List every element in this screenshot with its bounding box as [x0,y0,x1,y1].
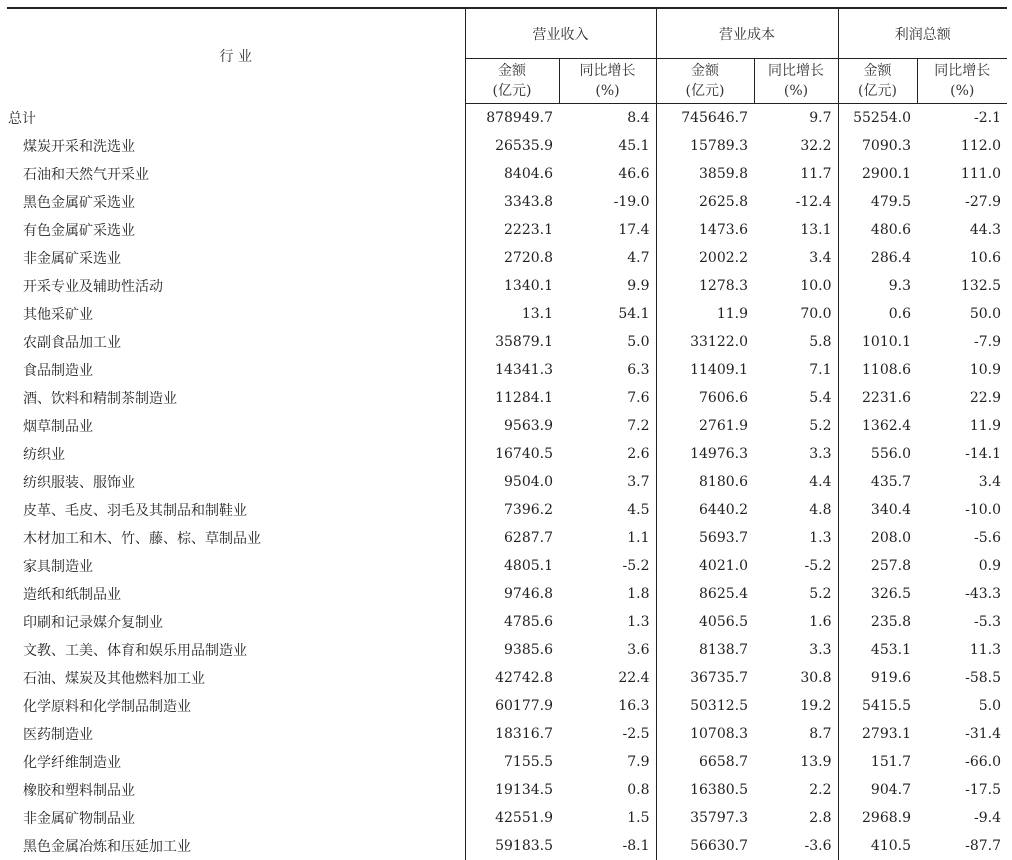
table-row [7,440,1007,468]
profit-amount-cell: 556.0 [838,440,917,468]
profit-amount-cell: 2793.1 [838,720,917,748]
table-row [7,272,1007,300]
industry-name: 医药制造业 [7,720,465,748]
industry-name: 黑色金属冶炼和压延加工业 [7,832,465,860]
revenue-growth-cell: 2.6 [559,440,656,468]
profit-growth-cell: -58.5 [917,664,1007,692]
profit-amount-cell: 2900.1 [838,160,917,188]
profit-growth-cell: -5.3 [917,608,1007,636]
cost-growth-cell: 5.2 [754,580,838,608]
profit-growth-cell: -7.9 [917,328,1007,356]
header-profit: 利润总额 [838,8,1007,59]
table-row [7,132,1007,160]
cost-amount-cell: 35797.3 [656,804,754,832]
table-row [7,468,1007,496]
cost-growth-cell: 2.2 [754,776,838,804]
table-row [7,244,1007,272]
industry-name: 纺织服装、服饰业 [7,468,465,496]
revenue-amount-cell: 26535.9 [465,132,559,160]
header-revenue: 营业收入 [465,8,656,59]
revenue-growth-cell: 3.7 [559,468,656,496]
industry-name: 其他采矿业 [7,300,465,328]
profit-growth-cell: -27.9 [917,188,1007,216]
revenue-growth-cell: 17.4 [559,216,656,244]
table-row [7,356,1007,384]
profit-amount-cell: 286.4 [838,244,917,272]
profit-amount-cell: 257.8 [838,552,917,580]
cost-growth-cell: 2.8 [754,804,838,832]
revenue-growth-cell: 7.9 [559,748,656,776]
revenue-growth-cell: -2.5 [559,720,656,748]
table-row [7,160,1007,188]
industry-name: 皮革、毛皮、羽毛及其制品和制鞋业 [7,496,465,524]
profit-amount-cell: 479.5 [838,188,917,216]
header-cost-amount: 金额 (亿元) [656,59,754,104]
cost-growth-cell: 9.7 [754,104,838,133]
profit-growth-cell: 10.9 [917,356,1007,384]
industry-name: 木材加工和木、竹、藤、棕、草制品业 [7,524,465,552]
cost-growth-cell: 1.6 [754,608,838,636]
revenue-growth-cell: 4.7 [559,244,656,272]
profit-amount-cell: 1362.4 [838,412,917,440]
revenue-amount-cell: 9746.8 [465,580,559,608]
revenue-growth-cell: 1.3 [559,608,656,636]
industry-name: 煤炭开采和洗选业 [7,132,465,160]
profit-amount-cell: 435.7 [838,468,917,496]
cost-amount-cell: 33122.0 [656,328,754,356]
profit-growth-cell: 3.4 [917,468,1007,496]
profit-growth-cell: 5.0 [917,692,1007,720]
revenue-growth-cell: 5.0 [559,328,656,356]
revenue-amount-cell: 9563.9 [465,412,559,440]
table-row [7,216,1007,244]
cost-growth-cell: 11.7 [754,160,838,188]
header-industry: 行 业 [7,8,465,104]
revenue-growth-cell: 1.1 [559,524,656,552]
industry-name: 总计 [7,104,465,133]
cost-amount-cell: 50312.5 [656,692,754,720]
revenue-growth-cell: 9.9 [559,272,656,300]
profit-amount-cell: 5415.5 [838,692,917,720]
table-row [7,188,1007,216]
revenue-amount-cell: 16740.5 [465,440,559,468]
industry-name: 非金属矿物制品业 [7,804,465,832]
revenue-growth-cell: 8.4 [559,104,656,133]
cost-amount-cell: 8625.4 [656,580,754,608]
table-row [7,748,1007,776]
industry-name: 文教、工美、体育和娱乐用品制造业 [7,636,465,664]
revenue-growth-cell: 7.2 [559,412,656,440]
cost-amount-cell: 5693.7 [656,524,754,552]
profit-growth-cell: -43.3 [917,580,1007,608]
table-row [7,804,1007,832]
industry-name: 化学原料和化学制品制造业 [7,692,465,720]
profit-amount-cell: 326.5 [838,580,917,608]
profit-amount-cell: 410.5 [838,832,917,860]
profit-growth-cell: 44.3 [917,216,1007,244]
industry-name: 非金属矿采选业 [7,244,465,272]
cost-growth-cell: -3.6 [754,832,838,860]
profit-amount-cell: 480.6 [838,216,917,244]
revenue-growth-cell: 45.1 [559,132,656,160]
revenue-amount-cell: 19134.5 [465,776,559,804]
industry-name: 印刷和记录媒介复制业 [7,608,465,636]
revenue-growth-cell: 22.4 [559,664,656,692]
cost-growth-cell: 8.7 [754,720,838,748]
header-revenue-amount: 金额 (亿元) [465,59,559,104]
cost-amount-cell: 11409.1 [656,356,754,384]
revenue-amount-cell: 9504.0 [465,468,559,496]
revenue-amount-cell: 2223.1 [465,216,559,244]
profit-amount-cell: 453.1 [838,636,917,664]
revenue-growth-cell: 7.6 [559,384,656,412]
revenue-amount-cell: 42742.8 [465,664,559,692]
cost-amount-cell: 16380.5 [656,776,754,804]
industry-name: 酒、饮料和精制茶制造业 [7,384,465,412]
cost-growth-cell: 5.8 [754,328,838,356]
cost-growth-cell: 3.4 [754,244,838,272]
profit-amount-cell: 1108.6 [838,356,917,384]
header-profit-amount: 金额 (亿元) [838,59,917,104]
cost-growth-cell: -12.4 [754,188,838,216]
profit-amount-cell: 1010.1 [838,328,917,356]
cost-amount-cell: 36735.7 [656,664,754,692]
revenue-amount-cell: 42551.9 [465,804,559,832]
profit-growth-cell: 112.0 [917,132,1007,160]
revenue-growth-cell: 0.8 [559,776,656,804]
revenue-growth-cell: 3.6 [559,636,656,664]
profit-amount-cell: 235.8 [838,608,917,636]
profit-amount-cell: 0.6 [838,300,917,328]
cost-amount-cell: 6658.7 [656,748,754,776]
profit-growth-cell: 10.6 [917,244,1007,272]
revenue-amount-cell: 11284.1 [465,384,559,412]
profit-growth-cell: 22.9 [917,384,1007,412]
cost-amount-cell: 4056.5 [656,608,754,636]
table-row [7,300,1007,328]
cost-amount-cell: 745646.7 [656,104,754,133]
profit-growth-cell: 111.0 [917,160,1007,188]
header-cost-growth: 同比增长 (%) [754,59,838,104]
revenue-growth-cell: -5.2 [559,552,656,580]
revenue-growth-cell: 16.3 [559,692,656,720]
industry-name: 橡胶和塑料制品业 [7,776,465,804]
cost-growth-cell: 5.2 [754,412,838,440]
profit-amount-cell: 340.4 [838,496,917,524]
revenue-growth-cell: 1.5 [559,804,656,832]
profit-amount-cell: 208.0 [838,524,917,552]
table-row [7,384,1007,412]
profit-growth-cell: 132.5 [917,272,1007,300]
header-cost: 营业成本 [656,8,838,59]
profit-growth-cell: -14.1 [917,440,1007,468]
revenue-amount-cell: 2720.8 [465,244,559,272]
revenue-growth-cell: 1.8 [559,580,656,608]
profit-growth-cell: -10.0 [917,496,1007,524]
cost-growth-cell: 3.3 [754,440,838,468]
profit-growth-cell: 11.9 [917,412,1007,440]
revenue-growth-cell: 46.6 [559,160,656,188]
industry-name: 纺织业 [7,440,465,468]
table-body [7,104,1007,860]
cost-amount-cell: 2002.2 [656,244,754,272]
table-row [7,552,1007,580]
cost-growth-cell: 3.3 [754,636,838,664]
cost-amount-cell: 8138.7 [656,636,754,664]
cost-growth-cell: 4.8 [754,496,838,524]
cost-amount-cell: 8180.6 [656,468,754,496]
industry-name: 家具制造业 [7,552,465,580]
revenue-amount-cell: 6287.7 [465,524,559,552]
profit-amount-cell: 55254.0 [838,104,917,133]
cost-amount-cell: 14976.3 [656,440,754,468]
revenue-amount-cell: 35879.1 [465,328,559,356]
table-row [7,608,1007,636]
revenue-amount-cell: 7396.2 [465,496,559,524]
table-row [7,496,1007,524]
header-revenue-growth: 同比增长 (%) [559,59,656,104]
revenue-amount-cell: 4785.6 [465,608,559,636]
profit-amount-cell: 2231.6 [838,384,917,412]
revenue-amount-cell: 3343.8 [465,188,559,216]
industry-statistics-table [7,7,1007,860]
profit-amount-cell: 7090.3 [838,132,917,160]
cost-amount-cell: 6440.2 [656,496,754,524]
header-profit-growth: 同比增长 (%) [917,59,1007,104]
revenue-amount-cell: 9385.6 [465,636,559,664]
profit-growth-cell: -87.7 [917,832,1007,860]
cost-growth-cell: 19.2 [754,692,838,720]
profit-growth-cell: 0.9 [917,552,1007,580]
cost-growth-cell: 4.4 [754,468,838,496]
revenue-growth-cell: 6.3 [559,356,656,384]
cost-amount-cell: 1473.6 [656,216,754,244]
cost-amount-cell: 2761.9 [656,412,754,440]
table-row [7,720,1007,748]
revenue-amount-cell: 60177.9 [465,692,559,720]
revenue-growth-cell: -19.0 [559,188,656,216]
profit-growth-cell: 50.0 [917,300,1007,328]
revenue-amount-cell: 59183.5 [465,832,559,860]
cost-amount-cell: 56630.7 [656,832,754,860]
industry-name: 造纸和纸制品业 [7,580,465,608]
table-row [7,328,1007,356]
cost-growth-cell: 1.3 [754,524,838,552]
industry-name: 有色金属矿采选业 [7,216,465,244]
cost-growth-cell: 10.0 [754,272,838,300]
profit-growth-cell: -17.5 [917,776,1007,804]
revenue-amount-cell: 8404.6 [465,160,559,188]
profit-growth-cell: -2.1 [917,104,1007,133]
table-row [7,524,1007,552]
table-row [7,692,1007,720]
revenue-amount-cell: 7155.5 [465,748,559,776]
profit-amount-cell: 9.3 [838,272,917,300]
revenue-growth-cell: 4.5 [559,496,656,524]
industry-name: 石油和天然气开采业 [7,160,465,188]
revenue-amount-cell: 878949.7 [465,104,559,133]
revenue-amount-cell: 1340.1 [465,272,559,300]
profit-growth-cell: -31.4 [917,720,1007,748]
industry-name: 食品制造业 [7,356,465,384]
cost-amount-cell: 3859.8 [656,160,754,188]
cost-growth-cell: -5.2 [754,552,838,580]
cost-amount-cell: 11.9 [656,300,754,328]
revenue-growth-cell: -8.1 [559,832,656,860]
cost-growth-cell: 70.0 [754,300,838,328]
revenue-amount-cell: 18316.7 [465,720,559,748]
cost-amount-cell: 15789.3 [656,132,754,160]
cost-amount-cell: 7606.6 [656,384,754,412]
industry-name: 黑色金属矿采选业 [7,188,465,216]
cost-growth-cell: 30.8 [754,664,838,692]
profit-amount-cell: 919.6 [838,664,917,692]
table-row [7,580,1007,608]
cost-growth-cell: 13.1 [754,216,838,244]
profit-growth-cell: -5.6 [917,524,1007,552]
cost-growth-cell: 5.4 [754,384,838,412]
table-row [7,776,1007,804]
profit-amount-cell: 2968.9 [838,804,917,832]
industry-name: 石油、煤炭及其他燃料加工业 [7,664,465,692]
cost-amount-cell: 4021.0 [656,552,754,580]
industry-name: 烟草制品业 [7,412,465,440]
profit-growth-cell: -66.0 [917,748,1007,776]
industry-name: 开采专业及辅助性活动 [7,272,465,300]
revenue-amount-cell: 4805.1 [465,552,559,580]
revenue-amount-cell: 13.1 [465,300,559,328]
revenue-growth-cell: 54.1 [559,300,656,328]
revenue-amount-cell: 14341.3 [465,356,559,384]
cost-growth-cell: 13.9 [754,748,838,776]
table-row [7,104,1007,133]
profit-growth-cell: -9.4 [917,804,1007,832]
cost-amount-cell: 10708.3 [656,720,754,748]
table-row [7,636,1007,664]
table-row [7,832,1007,860]
industry-name: 化学纤维制造业 [7,748,465,776]
profit-growth-cell: 11.3 [917,636,1007,664]
cost-amount-cell: 2625.8 [656,188,754,216]
cost-growth-cell: 7.1 [754,356,838,384]
profit-amount-cell: 904.7 [838,776,917,804]
table-row [7,664,1007,692]
cost-amount-cell: 1278.3 [656,272,754,300]
profit-amount-cell: 151.7 [838,748,917,776]
industry-name: 农副食品加工业 [7,328,465,356]
cost-growth-cell: 32.2 [754,132,838,160]
table-row [7,412,1007,440]
